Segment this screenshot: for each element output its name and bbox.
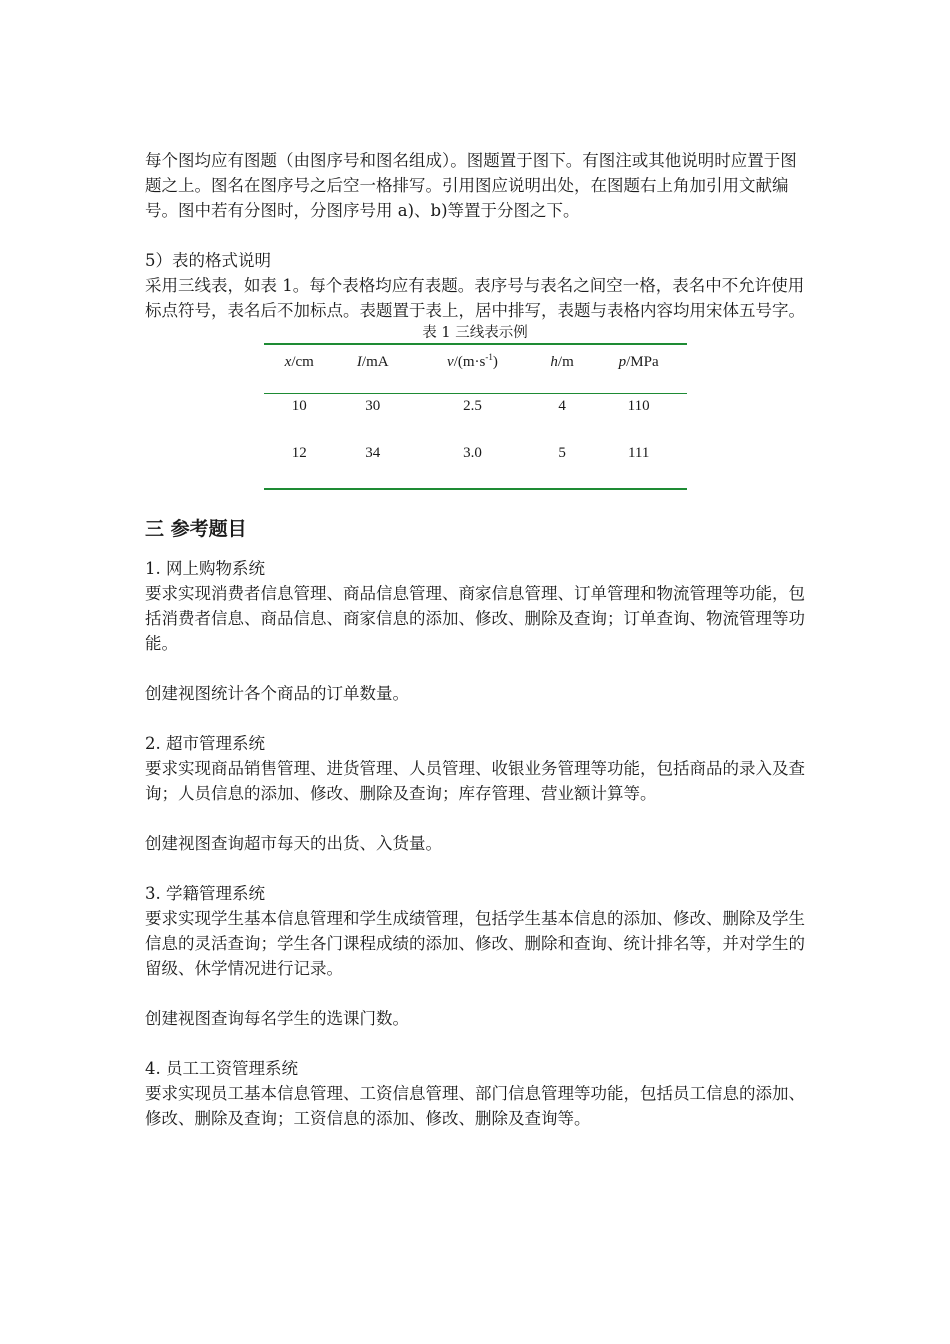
topic-view-requirement: 创建视图查询超市每天的出货、入货量。 bbox=[145, 834, 442, 853]
topic-title: 1. 网上购物系统 bbox=[145, 559, 265, 578]
table-header-row bbox=[264, 344, 687, 393]
topic-description: 要求实现学生基本信息管理和学生成绩管理，包括学生基本信息的添加、修改、删除及学生信息的灵活查询；学生各门课程成绩的添加、修改、删除和查询、统计排名等，并对学生的留级、休学情况进行记录。 bbox=[145, 909, 805, 978]
topic-view-requirement: 创建视图统计各个商品的订单数量。 bbox=[145, 684, 409, 703]
table-cell: 110 bbox=[627, 397, 650, 414]
topic-title: 4. 员工工资管理系统 bbox=[145, 1059, 298, 1078]
topic-description: 要求实现员工基本信息管理、工资信息管理、部门信息管理等功能，包括员工信息的添加、修改、删除及查询；工资信息的添加、修改、删除及查询等。 bbox=[145, 1084, 805, 1128]
table-cell: 34 bbox=[365, 445, 381, 461]
page-content bbox=[145, 148, 811, 1131]
column-header-p: p/MPa bbox=[618, 354, 659, 370]
topic-description: 要求实现商品销售管理、进货管理、人员管理、收银业务管理等功能，包括商品的录入及查询；人员信息的添加、修改、删除及查询；库存管理、营业额计算等。 bbox=[145, 759, 805, 803]
table-row bbox=[264, 393, 687, 441]
topic-view-requirement: 创建视图查询每名学生的选课门数。 bbox=[145, 1009, 409, 1028]
table-cell: 10 bbox=[291, 397, 307, 414]
table-cell: 12 bbox=[291, 445, 307, 461]
table-cell: 30 bbox=[365, 397, 381, 414]
table-cell: 111 bbox=[627, 445, 650, 461]
table-cell: 4 bbox=[558, 397, 566, 414]
table-cell: 2.5 bbox=[463, 397, 482, 414]
table-row bbox=[264, 441, 687, 489]
topic-title: 3. 学籍管理系统 bbox=[145, 884, 265, 903]
three-line-table bbox=[264, 343, 687, 490]
column-header-v: $v/(m\cdot s^{-1})$ bbox=[447, 352, 498, 370]
table-cell: 5 bbox=[558, 445, 566, 461]
topic-description: 要求实现消费者信息管理、商品信息管理、商家信息管理、订单管理和物流管理等功能，包括消费者信息、商品信息、商家信息的添加、修改、删除及查询；订单查询、物流管理等功能。 bbox=[145, 584, 805, 653]
column-header-h: h/m bbox=[550, 354, 574, 370]
column-header-x: x/cm bbox=[284, 354, 314, 370]
figure-format-paragraph: 每个图均应有图题（由图序号和图名组成）。图题置于图下。有图注或其他说明时应置于图题之上。图名在图序号之后空一格排写。引用图应说明出处，在图题右上角加引用文献编号。图中若有分图时，分图序号用 a)、b)等置于分图之下。 bbox=[145, 151, 797, 220]
section-heading: 三 参考题目 bbox=[145, 518, 247, 540]
table-caption: 表 1 三线表示例 bbox=[422, 325, 528, 341]
column-header-i: I/mA bbox=[356, 354, 389, 370]
table-format-heading: 5）表的格式说明 bbox=[145, 251, 271, 270]
topic-title: 2. 超市管理系统 bbox=[145, 734, 265, 753]
table-format-paragraph: 采用三线表，如表 1。每个表格均应有表题。表序号与表名之间空一格，表名中不允许使用标点符号，表名后不加标点。表题置于表上，居中排写，表题与表格内容均用宋体五号字。 bbox=[145, 276, 805, 320]
table-cell: 3.0 bbox=[463, 445, 482, 461]
